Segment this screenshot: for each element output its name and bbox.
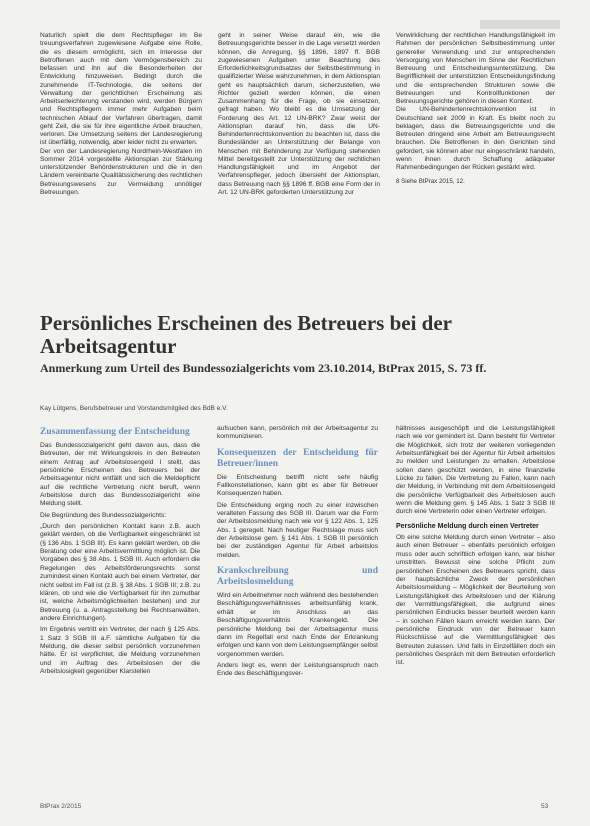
sub-heading: Persönliche Meldung durch einen Vertreter [396, 522, 539, 530]
paragraph: Verwirklichung der rechtlichen Handlungsfähigkeit im Rahmen der persönlichen Selbstbestimmung unter genereller Verwendung und zur entsprechenden Versorgung von Menschen im Sinne der Rechtlichen Betreuung und Entscheidungsunterstützung. Die Begrifflichkeit der unterstützten Entscheidungsfindung und die entsprechenden Strukturen sowie die Betreuungen und Kontrollfunktionen der Betreuungsgerichte gehören in diesen Kontext. [396, 32, 555, 105]
paragraph: Die UN-Behindertenrechtskonvention ist in Deutschland seit 2009 in Kraft. Es bleibt noch zu beklagen, dass die Betreuungsgerichte und die Betreuten dringend eine Arbeit am Betreuungsrecht brauchen. Die Betroffenen in den Gerichten sind gefordert, sie können aber nur eingeschränkt handeln, wenn ihnen durch Schaffung adäquater Rahmenbedingungen der Rücken gestärkt wird. [396, 106, 555, 171]
article-title: Persönliches Erscheinen des Betreuers bei der Arbeitsagentur [40, 311, 452, 358]
page-number: 53 [541, 803, 549, 810]
paragraph: Die Begründung des Bundessozialgerichts: [40, 511, 167, 519]
paragraph: Naturlich spielt die dem Rechtspfleger im Be treuungsverfahren zugewiesene Aufgabe eine Rolle, die es diesem ermöglicht, sich im Interesse der Betroffenen auch mit dem Vermögensbereich zu befassen und ihn auf die Besonderheiten der Entwicklung hinzuweisen. Bedingt durch die zunehmende IT-Technologie, die seitens der Verwaltung der gerichtlichen Erscheinung als Arbeitserleichterung verstanden wird, werden Bürgern und Rechtspflegern immer mehr Aufgaben beim technischen Ablauf der Verfahren übertragen, damit geht Zeit, die sie für ihre eigentliche Arbeit brauchen, verloren. Die Umsetzung seitens der Landesregierung ist überfällig, notwendig, aber leider nicht zu erwarten. [40, 32, 202, 147]
footnote: 8 Siehe BtPrax 2015, 12. [396, 178, 465, 186]
paragraph: aufsuchen kann, persönlich mit der Arbeitsagentur zu kommunizieren. [217, 425, 378, 441]
paragraph: Das Bundessozialgericht geht davon aus, dass die Betreuten, der mit Wirkungskreis in den Betreuten einem Antrag auf Arbeitslosengeld I stellt, das persönliche Erscheinen des Betreuers bei der Arbeitsagentur nicht entfällt und sich die Meldepflicht auf die rechtliche Vertretung nicht beruft, wenn Arbeitslose durch das Bundessozialgericht eine Meldung stellt. [40, 442, 200, 508]
paragraph: Der von der Landesregierung Nordrhein-Westfalen im Sommer 2014 vorgestellte Aktionsplan zur Stärkung unterstützender Behördenstrukturen und die in den Ländern vereinbarte Qualitätssicherung des rechtlichen Betreuungswesens zur Vermeidung unnötiger Betreuungen. [40, 147, 202, 196]
paragraph: geht in seiner Weise darauf ein, wie die Betreuungsgerichte besser in die Lage versetzt werden können, die Anregung, §§ 1896, 1897 ff. BGB zugewiesenen Aufgaben unter Beachtung des Erforderlichkeitsgrundsatzes der Selbstbestimmung in qualifizierter Weise wahrzunehmen, in dem Aktionsplan geht es hauptsächlich darum, sicherzustellen, wie Richter gezielt werden können, die einen Zusammenhang für die Frage, ob sie einsetzen, gefragt haben. Wo bleibt es die Umsetzung der Forderung des Art. 12 UN-BRK? Zwar weist der Aktionsplan darauf hin, dass die UN-Behindertenrechtskonvention zu beachten ist, dass die Bundesländer an Unterstützung der Belange von Menschen mit Behinderung zur Verfügung stehenden Mittel bereitgestellt zur Unterstützung der rechtlichen Handlungsfähigkeit und im Angebot der Verfahrenspfleger, jedoch übersieht der Aktionsplan, dass Betreuung nach §§ 1896 ff. BGB eine Form der in Art. 12 UN-BRK geforderten Unterstützung zur [218, 32, 380, 196]
article-subtitle: Anmerkung zum Urteil des Bundessozialgerichts vom 23.10.2014, BtPrax 2015, S. 73 ff. [40, 361, 487, 375]
body-column-3 [396, 425, 555, 671]
section-heading: Konsequenzen der Entscheidung für Betreuer/innen [217, 447, 378, 469]
footer-journal: BtPrax 2/2015 [40, 803, 82, 810]
top-column-1 [40, 32, 202, 197]
article-header [40, 312, 555, 376]
paragraph: Die Entscheidung betrifft nicht sehr häufig Fallkonstellationen, kann gibt es aber für Betreuer Konsequenzen haben. [217, 473, 378, 498]
previous-article-text [40, 32, 555, 314]
paragraph: Im Ergebnis vertritt ein Vertreter, der nach § 125 Abs. 1 Satz 3 SGB III a.F. sämtliche Aufgaben für die Meldung, die dieser selbst persönlich vorzunehmen hätte. Er ist verpflichtet, die Meldung vorzunehmen und im Auftrag des Arbeitslosen der die Arbeitslosigkeit gegenüber Klarstellen [40, 626, 200, 675]
top-column-2 [218, 32, 380, 197]
section-heading: Zusammenfassung der Entscheidung [40, 427, 190, 437]
top-column-3 [396, 32, 555, 187]
paragraph: „Durch den persönlichen Kontakt kann z.B. auch geklärt werden, ob die Verfügbarkeit eingeschränkt ist (§ 136 Abs. 1 SGB III). Es kann geklärt werden, ob die Beratung oder eine Arbeitsvermittlung möglich ist. Die Vorgaben des § 38 Abs. 1 SGB III. Auch erfordern die Regelungen des Arbeitsförderungsrechts sonst zumindest einen Kontakt auch bei einem Vertreter, der nicht selbst im Fall ist (z.B. § 38 Abs. 1 SGB III; z.B. zu klären, ob und wie die Verfügbarkeit für ihn zumutbar ist, welche Arbeitsmöglichkeiten bestehen) und zur Betreuung (u. a. Antragsstellung bei Rechtsanwälten, andere Einrichtungen). [40, 523, 200, 622]
paragraph: Die Entscheidung erging noch zu einer inzwischen veralteten Fassung des SGB III. Darum war die Form der Arbeitslosmeldung nach wie vor § 122 Abs. 1, 125 Abs. 1 geregelt. Nach heutiger Rechtslage muss sich der Arbeitslose gem. § 141 Abs. 1 SGB III persönlich bei der zuständigen Agentur für Arbeit arbeitslos melden. [217, 501, 378, 559]
article-body [40, 425, 555, 787]
body-column-1 [40, 425, 200, 679]
paragraph: Ob eine solche Meldung durch einen Vertreter – also auch einen Betreuer – ebenfalls persönlich erfolgen muss oder auch schriftlich erfolgen kann, war bisher umstritten. Bewusst eine solche Pflicht zum persönlichen Erscheinen des Betreuers spricht, dass der hauptsächliche Zweck der persönlichen Arbeitslosmeldung – Möglichkeit der Beurteilung von Leistungsfähigkeit des Arbeitslosen und der Klärung der Vermittlungsfähigkeit, die aufgrund eines persönlichen Eindrucks besser beurteilt werden kann – in solchen Fällen kaum erreicht werden kann. Der persönliche Eindruck von der Betreuer kann Rückschlüsse auf die Vermittlungsfähigkeit des Betreuten zulassen. Und falls in Einzelfällen doch ein persönliches Gespräch mit dem Betreuten erforderlich ist. [396, 534, 555, 667]
paragraph: hältnisses ausgeschöpft und die Leistungsfähigkeit nach wie vor gemindert ist. Dann besteht für Vertreter die Möglichkeit, sich trotz der weiteren vorliegenden Arbeitsunfähigkeit bei der Agentur für Arbeit arbeitslos zu melden und Leistungen zu erhalten. Arbeitslose sollen dann geschützt werden, in eine finanzielle Lücke zu fallen. Die Vertretung zu Fallen, kann nach der Meldung, in Verbindung mit dem Arbeitslosengeld die persönliche Verfügbarkeit des Arbeitslosen auch wenn die Meldung gem. § 145 Abs. 1 Satz 3 SGB III durch eine Vertreterin oder einen Vertreter erfolgen. [396, 425, 555, 516]
corner-tab-marker [480, 20, 560, 29]
body-column-2 [217, 425, 378, 682]
author-line: Kay Lütgens, Berufsbetreuer und Vorstandsmitglied des BdB e.V. [40, 405, 228, 412]
section-heading: Krankschreibung und Arbeitslosmeldung [217, 566, 378, 588]
paragraph: Anders liegt es, wenn der Leistungsanspruch nach Ende des Beschäftigungsver- [217, 661, 378, 678]
paragraph: Wird ein Arbeitnehmer noch während des bestehenden Beschäftigungsverhältnisses arbeitsunfähig krank, erhält er im Anschluss an das Beschäftigungsverhältnis Krankengeld. Die persönliche Meldung bei der Arbeitsagentur muss dann im Regelfall erst nach Ende der Erkrankung erfolgen und kann von dem Leistungsempfänger selbst vorgenommen werden. [217, 592, 378, 658]
